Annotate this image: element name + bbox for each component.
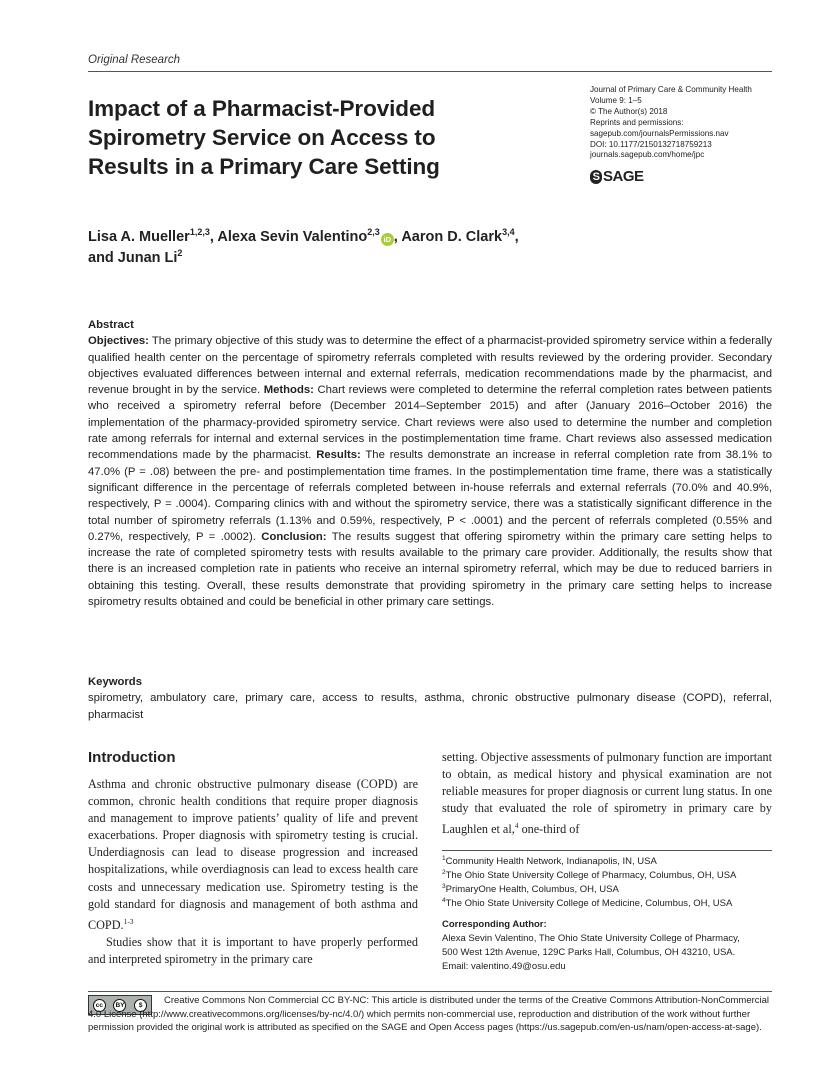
introduction-heading: Introduction xyxy=(88,749,176,766)
paragraph-text: setting. Objective assessments of pulmonary function are important to obtain, as medical history and physical examination are not reliable measures for proper diagnosis or current lung status. In one study that evaluated the role of spirometry in primary care by Laughlen et al, xyxy=(442,750,772,837)
corresponding-author-address: Alexa Sevin Valentino, The Ohio State University College of Pharmacy, xyxy=(442,933,740,944)
keywords xyxy=(88,674,772,723)
body-paragraph xyxy=(442,749,772,839)
abstract-heading: Abstract xyxy=(88,319,134,331)
citation-ref[interactable]: 1-3 xyxy=(123,916,134,926)
author-name: and Junan Li xyxy=(88,250,178,266)
title-line: Results in a Primary Care Setting xyxy=(88,154,440,179)
orcid-icon[interactable]: iD xyxy=(381,233,394,246)
methods-label: Methods: xyxy=(263,384,314,397)
title-line: Impact of a Pharmacist-Provided xyxy=(88,96,436,121)
body-column-left xyxy=(88,776,418,968)
objectives-text: The primary objective of this study was to determine the effect of a pharmacist-provided spirometry service within a federally qualified health center on the percentage of spirometry referrals completed with results reviewed by the ordering provider. Secondary objectives evaluated differences between internal and external referrals, medication recommendations made by the pharmacist, and revenue brought in by the service. xyxy=(88,335,772,397)
paragraph-text: one-third of xyxy=(518,822,580,837)
affiliation: $^3$PrimaryOne Health, Columbus, OH, USA xyxy=(442,882,619,895)
article-title xyxy=(88,94,508,181)
header-divider xyxy=(88,71,772,72)
corresponding-author-email[interactable]: Email: valentino.49@osu.edu xyxy=(442,961,566,972)
paragraph-text: Asthma and chronic obstructive pulmonary disease (COPD) are common, chronic health conditions that require proper diagnosis and management to improve patients’ quality of life and prevent exacerbations. Proper diagnosis with spirometry testing is crucial. Underdiagnosis can lead to disease progression and increased hospitalizations, while overdiagnosis can lead to excess health care costs and unnecessary medication use. Spirometry testing is the gold standard for diagnosis and management of both asthma and COPD. xyxy=(88,777,418,932)
sage-logo-text: SAGE xyxy=(603,168,644,185)
footnote-divider xyxy=(442,850,772,851)
copyright: © The Author(s) 2018 xyxy=(590,106,668,116)
abstract-body xyxy=(88,333,772,610)
cc-icon: cc xyxy=(93,999,106,1012)
nc-icon: $ xyxy=(134,999,147,1012)
results-label: Results: xyxy=(316,449,361,462)
author-affiliation: 2 xyxy=(177,248,183,259)
body-paragraph: Studies show that it is important to have properly performed and interpreted spirometry in the primary care xyxy=(88,934,418,966)
license-text: Creative Commons Non Commercial CC BY-NC: This article is distributed under the terms of the Creative Commons Attribution-NonCommercial 4.0 License (http://www.creativecommons.org/licenses/by-nc/4.0/) which permits non-commercial use, reproduction and distribution of the work without further permission provided the original work is attributed as specified on the SAGE and Open Access pages (https://us.sagepub.com/en-us/nam/open-access-at-sage). xyxy=(88,995,770,1034)
body-paragraph xyxy=(88,776,418,934)
keywords-heading: Keywords xyxy=(88,676,142,688)
author-list: Lisa A. Mueller$^{1,2,3}$, Alexa Sevin Valentino$^{2,3}$iD , Aaron D. Clark$^{3,4}$, and Junan Li$^2$ xyxy=(88,227,519,266)
author-affiliation: 3,4 xyxy=(502,227,515,238)
citation-ref[interactable]: 4 xyxy=(514,821,519,831)
author-name: Lisa A. Mueller xyxy=(88,229,190,245)
footnotes xyxy=(442,855,772,974)
author-name: Aaron D. Clark xyxy=(401,229,503,245)
conclusion-label: Conclusion: xyxy=(261,530,327,543)
article-type-label: Original Research xyxy=(88,54,181,66)
affiliation: $^1$Community Health Network, Indianapolis, IN, USA xyxy=(442,854,657,867)
affiliation: $^4$The Ohio State University College of Medicine, Columbus, OH, USA xyxy=(442,896,733,909)
sage-mark-icon: S xyxy=(590,170,602,184)
license-divider xyxy=(88,991,772,992)
by-icon: BY xyxy=(113,999,126,1012)
author-affiliation: 2,3 xyxy=(367,227,380,238)
title-line: Spirometry Service on Access to xyxy=(88,125,436,150)
author-name: Alexa Sevin Valentino xyxy=(217,229,368,245)
abstract xyxy=(88,317,772,610)
corresponding-author-address: 500 West 12th Avenue, 129C Parks Hall, Columbus, OH 43210, USA. xyxy=(442,947,736,958)
objectives-label: Objectives: xyxy=(88,335,149,348)
keywords-text: spirometry, ambulatory care, primary care, access to results, asthma, chronic obstructive pulmonary disease (COPD), referral, pharmacist xyxy=(88,692,772,721)
sage-logo xyxy=(590,168,644,185)
doi[interactable]: DOI: 10.1177/2150132718759213 xyxy=(590,139,712,149)
body-column-right xyxy=(442,749,772,839)
journal-volume: Volume 9: 1–5 xyxy=(590,95,642,105)
author-affiliation: 1,2,3 xyxy=(189,227,210,238)
reprints-label: Reprints and permissions: xyxy=(590,117,684,127)
methods-text: Chart reviews were completed to determine the referral completion rates between patients who received a spirometry referral before (December 2014–September 2015) and after (January 2016–October 2016) the implementation of the pharmacy-provided spirometry service. Chart reviews were also used to determine the number and completion rate among referrals for internal and external services in the postimplementation time frame. Chart reviews also assessed medication recommendations made by the pharmacist. xyxy=(88,384,772,462)
journal-info xyxy=(590,85,780,161)
results-text: The results demonstrate an increase in referral completion rate from 38.1% to 47.0% (P = .08) between the pre- and postimplementation time frames. In the postimplementation time frame, there was a statistically significant difference in the percentage of referrals completed between in-house referrals and external referrals (70.0% and 40.9%, respectively, P = .0004). Comparing clinics with and without the spirometry service, there was a statistically significant difference in the total number of spirometry referrals (1.13% and 0.59%, respectively, P < .0001) and the percent of referrals completed (0.55% and 0.27%, respectively, P = .0002). xyxy=(88,449,772,543)
corresponding-author-heading: Corresponding Author: xyxy=(442,919,547,930)
conclusion-text: The results suggest that offering spirometry within the primary care setting helps to increase the rate of completed spirometry tests with results available to the primary care provider. Additionally, the results show that there is an increased completion rate in patients who receive an internal spirometry referral, which may be due to reduced barriers in obtaining this testing. Overall, these results demonstrate that providing spirometry in the primary care setting helps to increase spirometry results obtained and could be beneficial in other primary care settings. xyxy=(88,530,772,609)
journal-name: Journal of Primary Care & Community Health xyxy=(590,85,752,94)
affiliation: $^2$The Ohio State University College of Pharmacy, Columbus, OH, USA xyxy=(442,868,737,881)
journal-link[interactable]: journals.sagepub.com/home/jpc xyxy=(590,150,705,160)
permissions-link[interactable]: sagepub.com/journalsPermissions.nav xyxy=(590,128,729,138)
